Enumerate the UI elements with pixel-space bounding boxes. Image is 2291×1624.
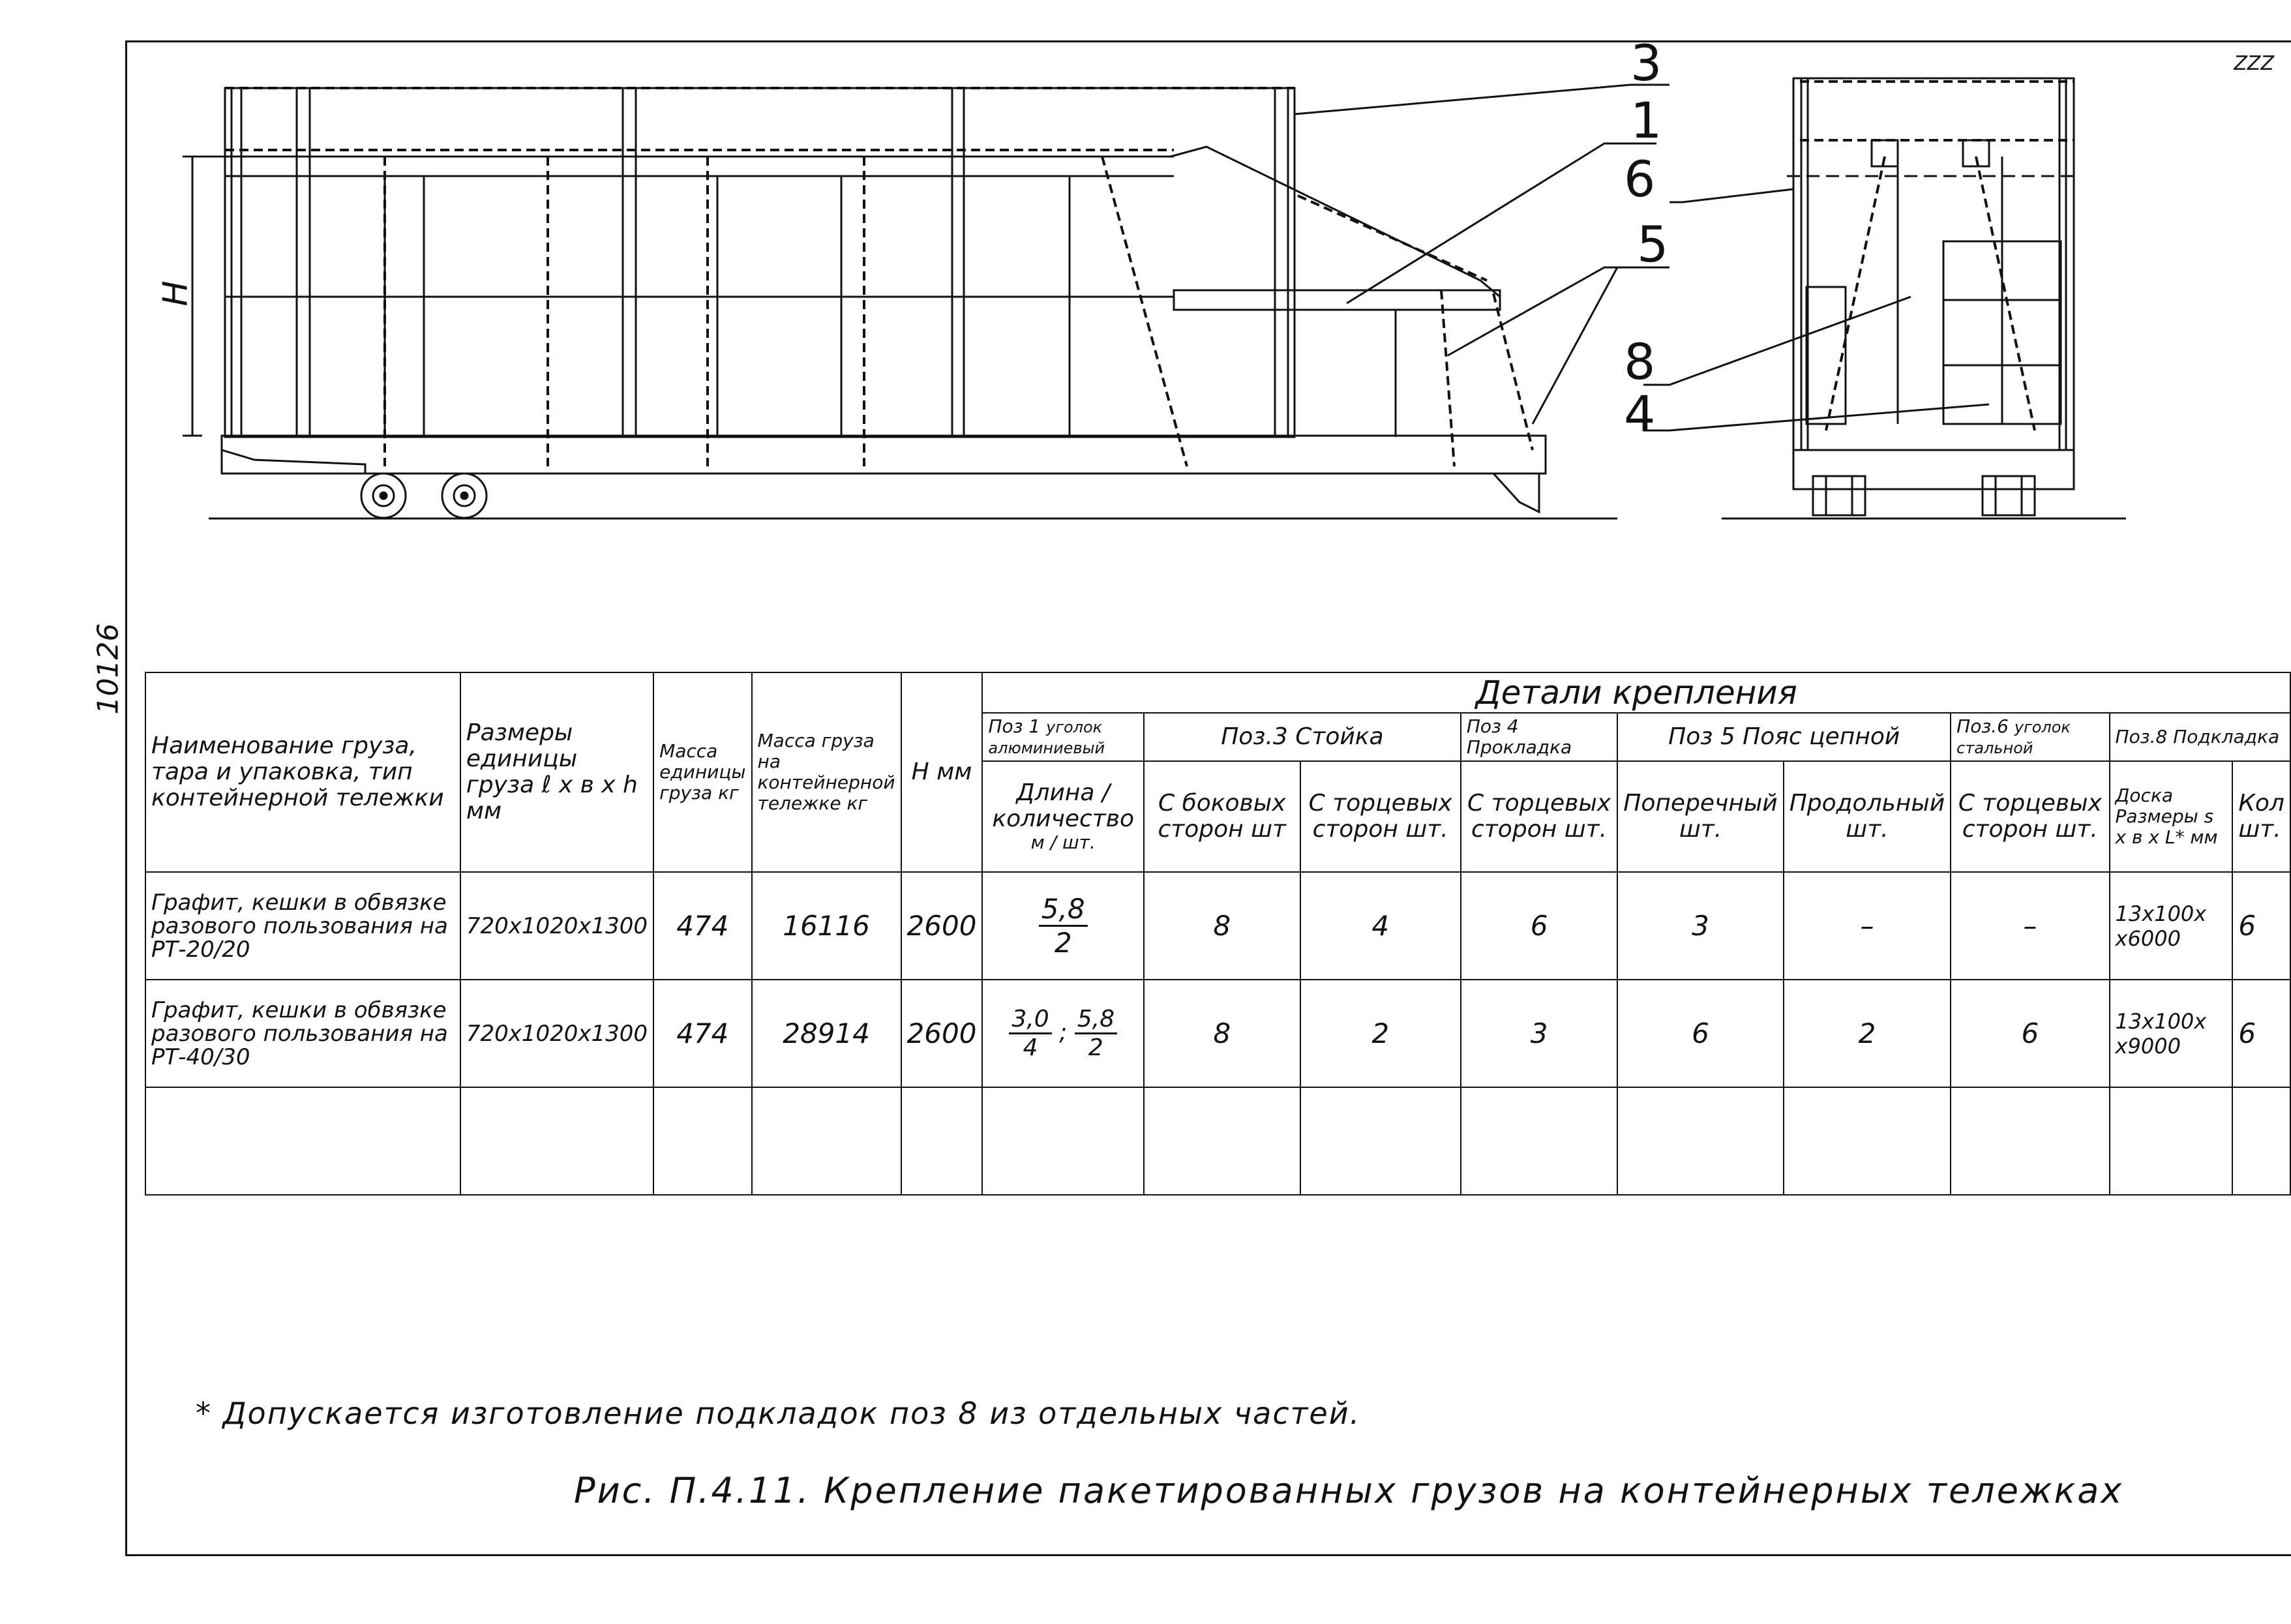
col-h-header: Н мм (901, 672, 983, 872)
pos1-header: Поз 1 уголок алюминиевый (982, 713, 1144, 761)
pos8-board-value: 13х100х х6000 (2110, 872, 2233, 980)
pos5-long-header: Продольный шт. (1784, 761, 1951, 872)
pos3-end-value: 4 (1300, 872, 1461, 980)
sloped-top (1171, 147, 1500, 297)
table-row-empty (145, 1087, 2290, 1195)
fastening-table (145, 672, 2291, 1195)
pos5-long-value: 2 (1784, 980, 1951, 1087)
table-row (145, 980, 2290, 1087)
cargo-mass: 16116 (752, 872, 901, 980)
callout-6: 6 (1624, 150, 1656, 208)
wheel-front (361, 474, 406, 518)
pos1-value: $\frac{3,0}{4}$ ; $\frac{5,8}{2}$ (982, 980, 1144, 1087)
pos5-long-value: – (1784, 872, 1951, 980)
height-value: 2600 (901, 980, 983, 1087)
pos8-qty-header: Кол шт. (2232, 761, 2290, 872)
platform-deck (222, 436, 1546, 474)
pos4-value: 3 (1461, 980, 1617, 1087)
pos6-header: Поз.6 уголок стальной (1951, 713, 2109, 761)
chains (225, 88, 1533, 466)
pos8-qty-value: 6 (2232, 980, 2290, 1087)
pos6-end-header: С торцевых сторон шт. (1951, 761, 2109, 872)
callout-3: 3 (1630, 34, 1662, 92)
pos3-side-value: 8 (1144, 980, 1300, 1087)
pos3-header: Поз.3 Стойка (1144, 713, 1461, 761)
pos4-end-header: С торцевых сторон шт. (1461, 761, 1617, 872)
figure-caption: Рис. П.4.11. Крепление пакетированных грузов на контейнерных тележках (574, 1470, 2124, 1511)
pos3-side-value: 8 (1144, 872, 1300, 980)
pos5-cross-value: 6 (1617, 980, 1783, 1087)
pos6-value: – (1951, 872, 2109, 980)
callout-8: 8 (1624, 333, 1656, 391)
drawbar (222, 450, 365, 474)
group-header: Детали крепления (982, 672, 2290, 713)
trolley-drawing (0, 0, 2291, 652)
pos1-subheader: Длина / количество м / шт. (982, 761, 1144, 872)
callout-5: 5 (1637, 215, 1669, 273)
cargo-name: Графит, кешки в обвязке разового пользования на РТ-20/20 (145, 872, 460, 980)
pos8-header: Поз.8 Подкладка (2110, 713, 2290, 761)
unit-mass: 474 (653, 980, 751, 1087)
table-row (145, 872, 2290, 980)
cargo-dims: 720х1020х1300 (460, 980, 653, 1087)
pos6-value: 6 (1951, 980, 2109, 1087)
pos4-value: 6 (1461, 872, 1617, 980)
unit-mass: 474 (653, 872, 751, 980)
col-unit-mass-header: Масса единицы груза кг (653, 672, 751, 872)
cargo-name: Графит, кешки в обвязке разового пользования на РТ-40/30 (145, 980, 460, 1087)
corner-mark: ZZZ (2234, 52, 2274, 75)
leader-lines (1295, 85, 1670, 424)
sheet-number: 10126 (91, 623, 125, 715)
pos8-qty-value: 6 (2232, 872, 2290, 980)
callout-1: 1 (1630, 91, 1662, 149)
wheel-rear (442, 474, 487, 518)
pos1-value: $\frac{5,8}{2}$ (982, 872, 1144, 980)
end-view-frame (1793, 78, 2074, 450)
col-name-header: Наименование груза, тара и упаковка, тип контейнерной тележки (145, 672, 460, 872)
pos5-cross-value: 3 (1617, 872, 1783, 980)
footnote: * Допускается изготовление подкладок поз 8 из отдельных частей. (196, 1396, 1361, 1431)
pos8-board-header: Доска Размеры s x в x L* мм (2110, 761, 2233, 872)
pos3-end-value: 2 (1300, 980, 1461, 1087)
col-cargo-mass-header: Масса груза на контейнерной тележке кг (752, 672, 901, 872)
callout-4: 4 (1624, 385, 1656, 443)
vertical-posts (232, 88, 1288, 437)
pos5-cross-header: Поперечный шт. (1617, 761, 1783, 872)
pos4-header: Поз 4 Прокладка (1461, 713, 1617, 761)
pos5-header: Поз 5 Пояс цепной (1617, 713, 1951, 761)
cargo-dims: 720х1020х1300 (460, 872, 653, 980)
height-value: 2600 (901, 872, 983, 980)
height-label: H (156, 280, 196, 307)
cargo-mass: 28914 (752, 980, 901, 1087)
col-dims-header: Размеры единицы груза ℓ x в x h мм (460, 672, 653, 872)
pos8-board-value: 13х100х х9000 (2110, 980, 2233, 1087)
pos3-side-header: С боковых сторон шт (1144, 761, 1300, 872)
rear-end (1493, 474, 1539, 512)
pos3-end-header: С торцевых сторон шт. (1300, 761, 1461, 872)
